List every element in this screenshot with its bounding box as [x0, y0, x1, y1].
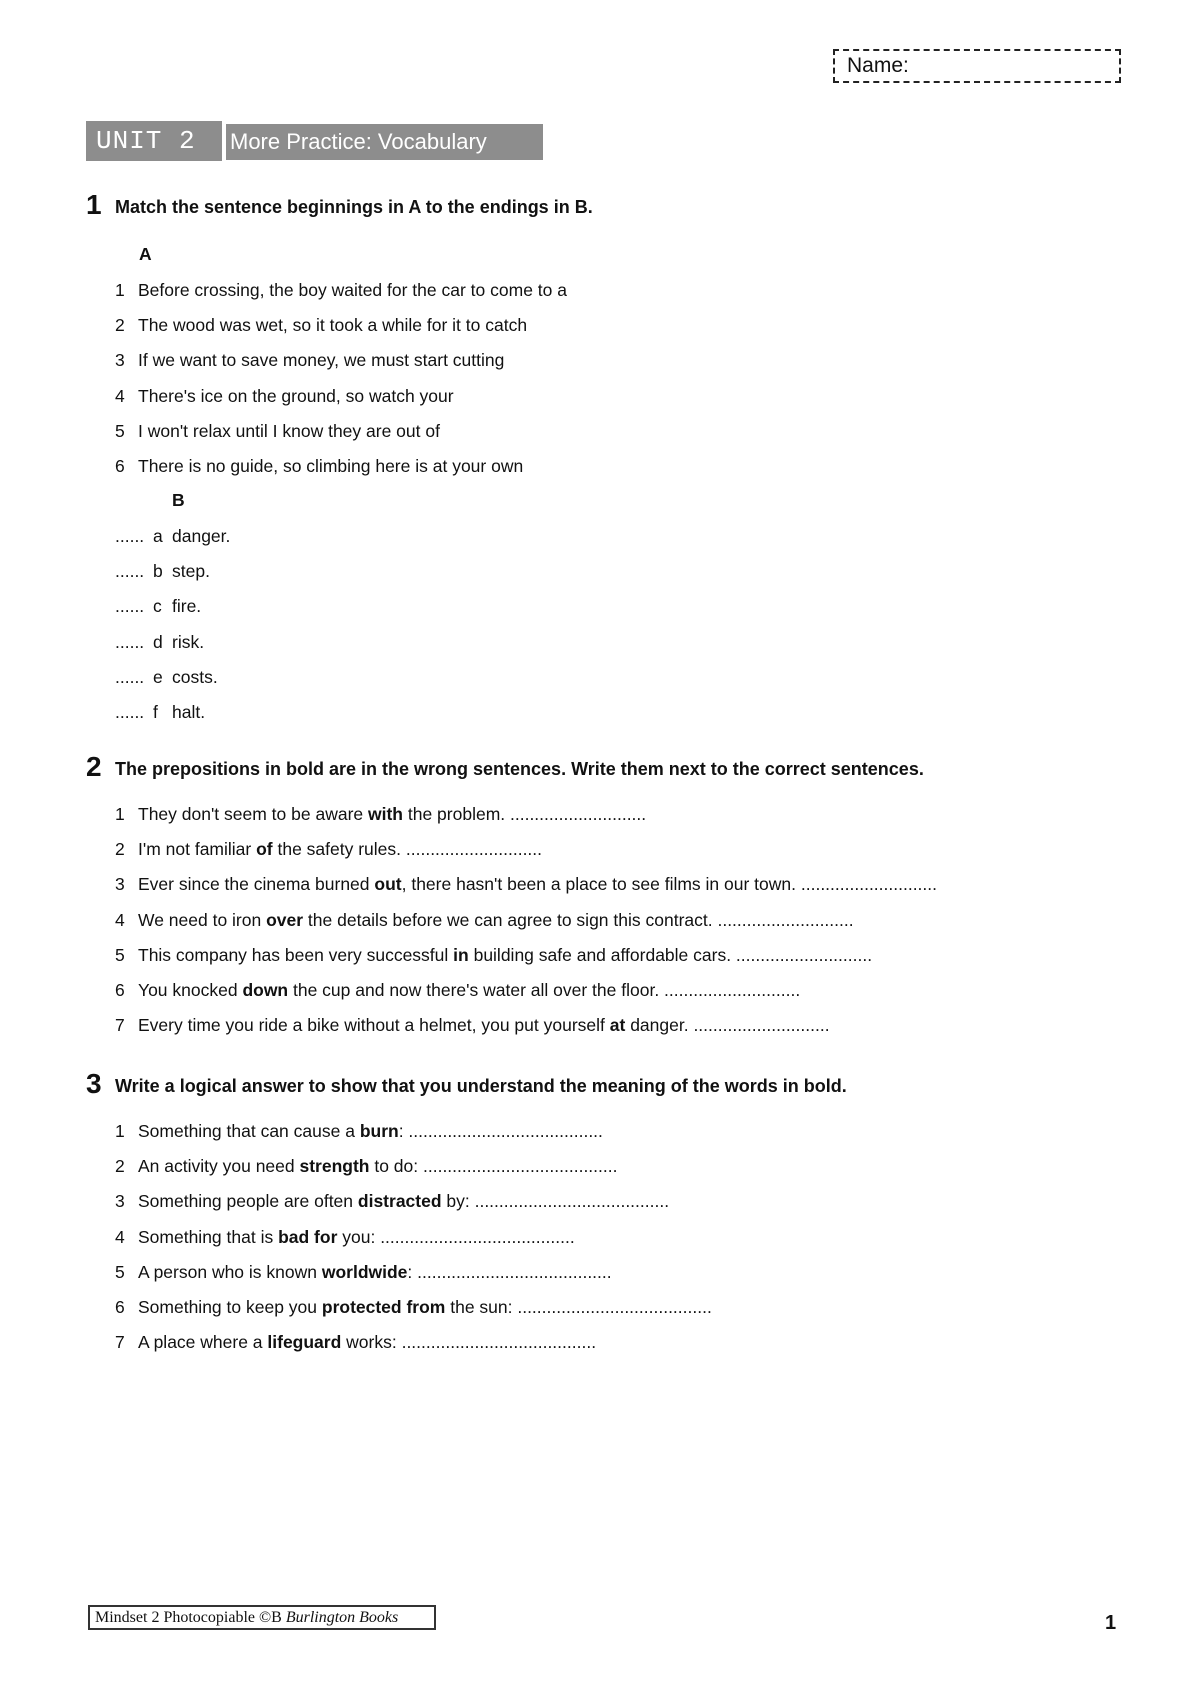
item-text	[138, 944, 872, 966]
item-number: 4	[115, 1226, 125, 1247]
item-number: 1	[115, 804, 125, 824]
item-text-post[interactable]: : ........................................	[398, 1121, 603, 1141]
publisher-name: Burlington Books	[285, 1609, 399, 1626]
item-text	[138, 1120, 603, 1142]
item-number: 3	[115, 1191, 125, 1212]
item-text: If we want to save money, we must start cutting	[138, 350, 505, 371]
item-text-post[interactable]: works: ........................................	[341, 1332, 597, 1353]
item-number: 3	[115, 350, 125, 371]
item-text-post[interactable]: the cup and now there's water all over the floor. ............................	[288, 980, 801, 1000]
item-letter: e	[153, 666, 163, 687]
item-text-pre: Ever since the cinema burned	[138, 874, 375, 895]
item-text	[138, 1296, 712, 1318]
item-text	[138, 1226, 575, 1248]
item-number: 7	[115, 1015, 125, 1036]
unit-title: More Practice: Vocabulary	[226, 124, 543, 160]
item-text-post[interactable]: : ........................................	[407, 1261, 612, 1282]
name-field[interactable]	[833, 49, 1121, 83]
bold-word: worldwide	[321, 1261, 408, 1282]
item-letter: d	[153, 631, 163, 652]
item-letter: a	[153, 526, 163, 546]
item-number: 4	[115, 385, 125, 406]
section1-instruction: Match the sentence beginnings in A to the endings in B.	[115, 197, 593, 217]
item-text: fire.	[172, 596, 202, 617]
item-number: 6	[115, 980, 125, 1000]
item-text: There's ice on the ground, so watch your	[138, 385, 454, 406]
item-text-post[interactable]: by: ........................................	[441, 1191, 670, 1212]
item-text	[138, 1155, 617, 1177]
item-text	[138, 979, 800, 1001]
item-text: risk.	[172, 631, 205, 652]
item-text-pre: Something that can cause a	[138, 1121, 360, 1141]
item-number: 6	[115, 456, 125, 476]
item-number: 7	[115, 1332, 125, 1353]
item-text-post[interactable]: to do: ........................................	[369, 1156, 618, 1177]
unit-label: UNIT 2	[86, 121, 222, 161]
item-text-pre: A person who is known	[138, 1261, 322, 1282]
item-text	[138, 1331, 596, 1353]
item-text-pre: I'm not familiar	[138, 839, 257, 860]
item-text-post[interactable]: the details before we can agree to sign this contract. ............................	[303, 909, 854, 930]
item-letter: f	[153, 702, 158, 722]
item-text	[138, 909, 854, 931]
item-text: halt.	[172, 702, 206, 722]
item-number: 5	[115, 1261, 125, 1282]
item-text: Before crossing, the boy waited for the car to come to a	[138, 280, 567, 300]
answer-blank[interactable]: ......	[115, 702, 145, 722]
item-text-post[interactable]: the sun: ........................................	[445, 1297, 712, 1317]
item-number: 1	[115, 1121, 125, 1141]
copyright-footer	[88, 1605, 436, 1630]
section2-number: 2	[86, 751, 102, 782]
item-text	[138, 1261, 612, 1283]
item-text: step.	[172, 561, 210, 582]
item-text-pre: We need to iron	[138, 909, 267, 930]
item-number: 2	[115, 315, 125, 336]
answer-blank[interactable]: ......	[115, 561, 145, 582]
bold-word: out	[374, 874, 402, 895]
item-text: There is no guide, so climbing here is at your own	[138, 456, 524, 476]
bold-word: burn	[359, 1121, 399, 1141]
item-number: 6	[115, 1297, 125, 1317]
section3-number: 3	[86, 1068, 102, 1099]
item-letter: c	[153, 596, 162, 617]
item-letter: b	[153, 561, 163, 582]
item-number: 2	[115, 839, 125, 860]
item-text	[138, 1014, 830, 1036]
item-number: 4	[115, 909, 125, 930]
bold-word: with	[368, 804, 403, 824]
answer-blank[interactable]: ......	[115, 596, 145, 617]
item-text-pre: Something to keep you	[138, 1297, 322, 1317]
item-text-post[interactable]: danger. ............................	[625, 1015, 830, 1036]
answer-blank[interactable]: ......	[115, 631, 145, 652]
bold-word: over	[266, 909, 304, 930]
item-text	[138, 1190, 669, 1212]
copyright-text: Mindset 2 Photocopiable ©B	[95, 1609, 282, 1626]
section3-instruction: Write a logical answer to show that you understand the meaning of the words in bold.	[115, 1076, 847, 1096]
item-text-post[interactable]: the safety rules. ............................	[272, 839, 543, 860]
item-text-pre: An activity you need	[138, 1156, 300, 1177]
bold-word: of	[256, 839, 273, 860]
column-b-label: B	[172, 490, 185, 510]
item-text: I won't relax until I know they are out of	[138, 420, 440, 441]
item-text-pre: Something that is	[138, 1226, 279, 1247]
item-number: 5	[115, 420, 125, 441]
item-text-post[interactable]: , there hasn't been a place to see films in our town. ............................	[401, 874, 938, 895]
section2-instruction: The prepositions in bold are in the wrong sentences. Write them next to the correct sentences.	[115, 759, 924, 779]
bold-word: down	[242, 980, 289, 1000]
item-text-pre: They don't seem to be aware	[138, 804, 368, 824]
bold-word: bad for	[278, 1226, 338, 1247]
item-text	[138, 838, 542, 860]
name-label: Name:	[847, 54, 909, 77]
item-text: danger.	[172, 526, 231, 546]
item-number: 1	[115, 280, 125, 300]
column-a-label: A	[139, 244, 152, 264]
item-number: 3	[115, 874, 125, 895]
item-text: The wood was wet, so it took a while for it to catch	[138, 315, 528, 336]
item-number: 5	[115, 944, 125, 965]
item-text-post[interactable]: building safe and affordable cars. ............................	[468, 944, 873, 965]
item-text-pre: Every time you ride a bike without a helmet, you put yourself	[138, 1015, 610, 1036]
item-text-pre: This company has been very successful	[138, 944, 454, 965]
item-text-pre: You knocked	[138, 980, 243, 1000]
item-text	[138, 803, 646, 825]
page-number: 1	[1105, 1612, 1117, 1634]
answer-blank[interactable]: ......	[115, 526, 145, 546]
section1-number: 1	[86, 189, 102, 220]
item-number: 2	[115, 1156, 125, 1177]
item-text-pre: Something people are often	[138, 1191, 358, 1212]
bold-word: distracted	[357, 1191, 442, 1212]
bold-word: lifeguard	[267, 1332, 342, 1353]
bold-word: protected from	[321, 1297, 446, 1317]
item-text-post[interactable]: the problem. ............................	[403, 804, 647, 824]
bold-word: in	[453, 944, 469, 965]
item-text: costs.	[172, 666, 218, 687]
bold-word: strength	[299, 1156, 370, 1177]
bold-word: at	[609, 1015, 626, 1036]
item-text-post[interactable]: you: ........................................	[337, 1226, 575, 1247]
answer-blank[interactable]: ......	[115, 666, 145, 687]
item-text-pre: A place where a	[138, 1332, 268, 1353]
item-text	[138, 873, 937, 895]
